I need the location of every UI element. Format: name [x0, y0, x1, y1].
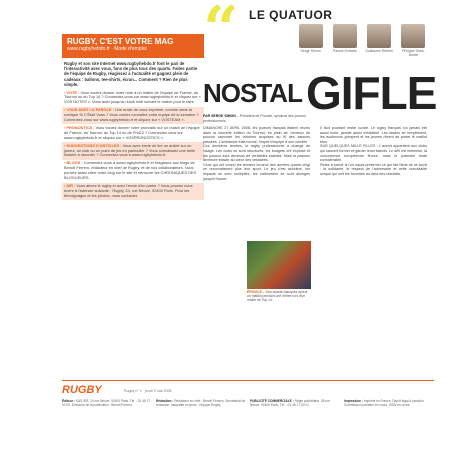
column-article	[203, 0, 437, 380]
panel-title-text: C'EST VOTRE MAG	[97, 37, 174, 46]
masthead-text: SAS SIR, 24 rue Neuve, 92400 Paris. Tél. : 01 46 17 00 00. Directeur de la publication : Benoît Ferrero.	[62, 399, 151, 408]
issue-date: Rugby n° 1 · jeudi 3 mai 2008	[124, 389, 172, 393]
panel-url[interactable]: www.rugbyhebdo.fr · Mode d'emploi	[67, 46, 147, 52]
title-part-b: GIFLE	[306, 67, 437, 119]
paragraph: SUR QUELQUES MILLE FILLES : L'avenir appartient aux clubs qui sauront former et garder leurs talents. Le défi est immense, la concurrence européenne féroce, mais le potentiel reste considérable.	[320, 144, 427, 163]
quote-mark-icon: “	[203, 0, 239, 65]
section-heading: › SUGGESTIONS D'ARTICLES :	[64, 142, 122, 148]
section-text: Vous voulez donner votre note à un match de l'équipe de France, du Tournoi ou du Top 14 ? Connectez-vous sur www.rugbyhebdo.fr et cliquez sur « VOS NOTES ». Vous avez jusqu'au lundi midi suivant le match pour le faire.	[64, 89, 201, 105]
masthead-text: Imprimé en France. Dépôt légal à parution. Commission paritaire en cours. ISSN en cours.	[344, 399, 425, 408]
panel-header	[62, 34, 204, 58]
section-text: Vous aimez le rugby et avez l'envie d'en parler ? Vous pouvez nous écrire à l'adresse suivante : Rugby, 24, rue Neuve, 92400 Paris. Pour les témoignages et les photos, nous contacter.	[64, 183, 193, 198]
masthead-footer	[62, 380, 434, 450]
paragraph: Ceux qui ont connu les terrains boueux des années quatre-vingt ne reconnaissent plus leur sport. Le jeu s'est accéléré, les impacts se sont multipliés, les calendriers se sont allongés jusqu'à l'usure.	[203, 162, 310, 181]
section-pronostics	[62, 124, 204, 142]
caption-label: ÉPINGLÉ –	[247, 290, 265, 294]
panel-brand: RUGBY,	[67, 37, 98, 46]
section-text: Une envie de vous exprimer, comme dans la rubrique Si C'Était Vous ? Vous voulez connaître votre équipe de la semaine ? Connectez-vous sur www.rugbyhebdo.fr et cliquez sur « VOSTEAM ».	[64, 107, 199, 123]
avatar	[299, 24, 323, 48]
portrait-name: Philippe Saint-André	[402, 49, 425, 57]
portrait-name: Serge Simon	[300, 49, 321, 53]
panel-intro: Rugby et son site Internet www.rugbyhebdo.fr font le pari de l'interactivité avec vous, fans de plus tous des quarts. Faites partie de l'équipe de Rugby, réagissez à l'actualité et gagnez plein de cadeaux : ballons, tee-shirts, écran... Comment ? Rien de plus simple.	[64, 61, 198, 87]
avatar	[401, 24, 425, 48]
section-vote	[62, 89, 204, 107]
article-body	[203, 126, 433, 376]
rugby-logo: RUGBY	[62, 384, 102, 396]
portrait	[398, 24, 429, 60]
byline	[203, 114, 308, 123]
portrait	[329, 24, 360, 60]
section-heading: › PRONOSTICS :	[64, 124, 95, 130]
masthead-label: Rédaction :	[156, 399, 174, 403]
reader-panel	[62, 34, 204, 372]
byline-author: PAR SERGE SIMON	[203, 114, 236, 118]
photo-caption	[247, 290, 311, 303]
masthead-columns	[62, 399, 434, 407]
column-header: LE QUATUOR	[249, 8, 333, 22]
portrait-name: Pascal Ondarts	[332, 49, 357, 53]
section-heading: › AIR :	[64, 183, 76, 189]
paragraph: Il faut pourtant rester lucide. Le rugby français n'a jamais été aussi riche, jamais aussi médiatisé. Les stades se remplissent, les audiences grimpent et les jeunes rêvent de porter le maillot bleu.	[320, 126, 427, 144]
avatar	[367, 24, 391, 48]
section-text: Vous voulez donner votre pronostic sur un match de l'équipe de France, du Tournoi, du Top 14 ou de ProD2 ? Connectez-vous sur www.rugbyhebdo.fr et cliquez sur « VOSPRONOSTICS ».	[64, 124, 200, 140]
masthead-label: PUBLICITÉ COMMERCIALE :	[250, 399, 294, 403]
portrait	[295, 24, 326, 60]
panel-title	[67, 37, 199, 46]
masthead-col	[344, 399, 434, 407]
portrait-name: Guillaume Ribière	[365, 49, 394, 53]
section-suggestions	[62, 142, 204, 160]
text-column-1	[203, 126, 310, 181]
paragraph: Ces dernières années, le rugby professionnel a changé de visage. Les clubs se sont structurés, les budgets ont explosé et les joueurs sont devenus de véritables salariés. Mais la passion demeure intacte au cœur des vestiaires.	[203, 144, 310, 163]
section-text: Connectez-vous à www.rugbyhebdo.fr et réagissez aux blogs de Benoît Ferrero, rédacteur en chef de Rugby, et de nos collaborateurs. Vous pouvez aussi créer votre blog sur le site et retrouver les CHRONIQUES DES BLOGUEURS.	[64, 160, 197, 181]
section-blogs	[62, 160, 204, 183]
masthead-label: Impression :	[344, 399, 363, 403]
masthead-label: Éditeur :	[62, 399, 75, 403]
match-photo	[247, 241, 311, 289]
text-column-2	[320, 126, 427, 177]
avatar	[333, 24, 357, 48]
portrait-row	[295, 24, 429, 60]
section-heading: › BLOGS :	[64, 160, 83, 166]
paragraph: Reste à savoir si l'on saura préserver ce qui fait l'âme de ce sport : la solidarité, le respect de l'adversaire et cette convivialité unique qui unit les hommes au-delà des résultats.	[320, 162, 427, 176]
byline-role: – Président de Provale, syndicat des joueurs professionnels	[203, 114, 307, 123]
section-heading: › VOUS AVEZ LA PAROLE :	[64, 107, 114, 113]
section-air	[62, 183, 204, 201]
section-parole	[62, 107, 204, 125]
paragraph: DIMANCHE 27 AVRIL 2008, les joueurs français étaient réunis dans la nouvelle édition du Tournoi, en plein air, heureux de pouvoir savourer les victoires acquises au fil des saisons passées. L'ambiance était bonne, l'esprit d'équipe à son comble.	[203, 126, 310, 144]
masthead-col	[62, 399, 152, 407]
section-heading: › VOTE :	[64, 89, 80, 95]
masthead-col	[156, 399, 246, 407]
title-part-a: NOSTAL	[203, 78, 302, 108]
masthead-col	[250, 399, 340, 407]
masthead-text: Régie publicitaire, 28 rue Neuve, 92400 Paris. Tél. : 01 46 17 00 01.	[250, 399, 330, 408]
masthead-text: Rédacteur en chef : Benoît Ferrero. Secrétariat de rédaction, maquette et photo : l'équipe Rugby.	[156, 399, 246, 408]
portrait	[364, 24, 395, 60]
caption-text: Des avants masqués épient un maillot pendant une mêlée lors d'un match de Top 14.	[247, 290, 308, 303]
section-text: Vous avez envie de lire un article sur un joueur, un club ou un point de jeu en particulier ? Vous connaissez une belle histoire à raconter ? Connectez-vous à www.rugbyhebdo.fr.	[64, 142, 196, 158]
